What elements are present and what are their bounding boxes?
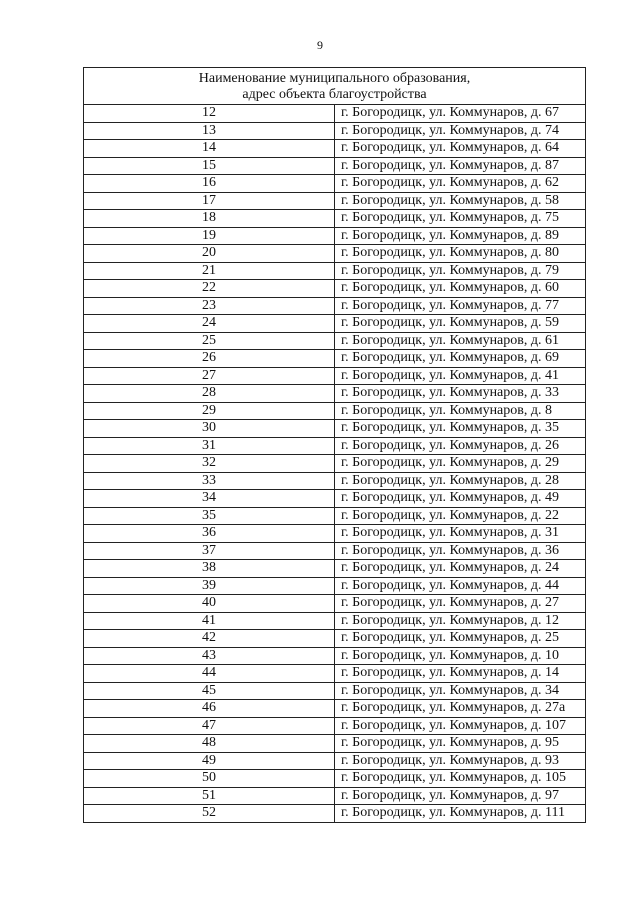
address-table <box>83 67 586 823</box>
table-row <box>84 157 586 175</box>
address-cell: г. Богородицк, ул. Коммунаров, д. 27а <box>335 700 586 718</box>
table-row <box>84 385 586 403</box>
row-number-cell: 25 <box>84 332 335 350</box>
address-cell: г. Богородицк, ул. Коммунаров, д. 93 <box>335 752 586 770</box>
table-row <box>84 140 586 158</box>
address-cell: г. Богородицк, ул. Коммунаров, д. 36 <box>335 542 586 560</box>
row-number-cell: 15 <box>84 157 335 175</box>
row-number-cell: 28 <box>84 385 335 403</box>
table-row <box>84 770 586 788</box>
row-number-cell: 38 <box>84 560 335 578</box>
row-number-cell: 19 <box>84 227 335 245</box>
table-row <box>84 735 586 753</box>
address-cell: г. Богородицк, ул. Коммунаров, д. 24 <box>335 560 586 578</box>
row-number-cell: 49 <box>84 752 335 770</box>
address-cell: г. Богородицк, ул. Коммунаров, д. 28 <box>335 472 586 490</box>
row-number-cell: 12 <box>84 105 335 123</box>
address-cell: г. Богородицк, ул. Коммунаров, д. 49 <box>335 490 586 508</box>
address-cell: г. Богородицк, ул. Коммунаров, д. 74 <box>335 122 586 140</box>
table-row <box>84 752 586 770</box>
address-cell: г. Богородицк, ул. Коммунаров, д. 67 <box>335 105 586 123</box>
row-number-cell: 34 <box>84 490 335 508</box>
table-row <box>84 280 586 298</box>
row-number-cell: 29 <box>84 402 335 420</box>
row-number-cell: 46 <box>84 700 335 718</box>
table-row <box>84 612 586 630</box>
row-number-cell: 50 <box>84 770 335 788</box>
address-cell: г. Богородицк, ул. Коммунаров, д. 25 <box>335 630 586 648</box>
address-cell: г. Богородицк, ул. Коммунаров, д. 95 <box>335 735 586 753</box>
table-row <box>84 437 586 455</box>
address-cell: г. Богородицк, ул. Коммунаров, д. 12 <box>335 612 586 630</box>
address-cell: г. Богородицк, ул. Коммунаров, д. 10 <box>335 647 586 665</box>
address-cell: г. Богородицк, ул. Коммунаров, д. 8 <box>335 402 586 420</box>
table-header-row <box>84 68 586 105</box>
row-number-cell: 33 <box>84 472 335 490</box>
table-row <box>84 682 586 700</box>
row-number-cell: 30 <box>84 420 335 438</box>
table-row <box>84 122 586 140</box>
row-number-cell: 36 <box>84 525 335 543</box>
table-row <box>84 367 586 385</box>
address-cell: г. Богородицк, ул. Коммунаров, д. 14 <box>335 665 586 683</box>
table-row <box>84 577 586 595</box>
address-cell: г. Богородицк, ул. Коммунаров, д. 35 <box>335 420 586 438</box>
table-row <box>84 210 586 228</box>
row-number-cell: 31 <box>84 437 335 455</box>
address-cell: г. Богородицк, ул. Коммунаров, д. 34 <box>335 682 586 700</box>
row-number-cell: 14 <box>84 140 335 158</box>
row-number-cell: 17 <box>84 192 335 210</box>
table-row <box>84 192 586 210</box>
table-row <box>84 700 586 718</box>
address-cell: г. Богородицк, ул. Коммунаров, д. 79 <box>335 262 586 280</box>
table-row <box>84 787 586 805</box>
table-row <box>84 175 586 193</box>
table-row <box>84 297 586 315</box>
row-number-cell: 37 <box>84 542 335 560</box>
table-row <box>84 105 586 123</box>
table-row <box>84 805 586 823</box>
table-row <box>84 350 586 368</box>
row-number-cell: 45 <box>84 682 335 700</box>
table-row <box>84 420 586 438</box>
row-number-cell: 39 <box>84 577 335 595</box>
row-number-cell: 40 <box>84 595 335 613</box>
row-number-cell: 26 <box>84 350 335 368</box>
row-number-cell: 43 <box>84 647 335 665</box>
table-row <box>84 717 586 735</box>
row-number-cell: 35 <box>84 507 335 525</box>
table-row <box>84 525 586 543</box>
header-line-1: Наименование муниципального образования, <box>198 71 471 86</box>
table-row <box>84 647 586 665</box>
address-cell: г. Богородицк, ул. Коммунаров, д. 80 <box>335 245 586 263</box>
address-cell: г. Богородицк, ул. Коммунаров, д. 27 <box>335 595 586 613</box>
row-number-cell: 16 <box>84 175 335 193</box>
row-number-cell: 52 <box>84 805 335 823</box>
address-cell: г. Богородицк, ул. Коммунаров, д. 87 <box>335 157 586 175</box>
row-number-cell: 21 <box>84 262 335 280</box>
address-cell: г. Богородицк, ул. Коммунаров, д. 64 <box>335 140 586 158</box>
address-cell: г. Богородицк, ул. Коммунаров, д. 26 <box>335 437 586 455</box>
address-cell: г. Богородицк, ул. Коммунаров, д. 58 <box>335 192 586 210</box>
table-header-cell <box>84 68 586 105</box>
address-cell: г. Богородицк, ул. Коммунаров, д. 60 <box>335 280 586 298</box>
row-number-cell: 27 <box>84 367 335 385</box>
row-number-cell: 23 <box>84 297 335 315</box>
address-cell: г. Богородицк, ул. Коммунаров, д. 33 <box>335 385 586 403</box>
row-number-cell: 44 <box>84 665 335 683</box>
row-number-cell: 41 <box>84 612 335 630</box>
table-row <box>84 332 586 350</box>
address-table-body <box>84 68 586 823</box>
table-row <box>84 490 586 508</box>
address-cell: г. Богородицк, ул. Коммунаров, д. 97 <box>335 787 586 805</box>
address-cell: г. Богородицк, ул. Коммунаров, д. 75 <box>335 210 586 228</box>
address-cell: г. Богородицк, ул. Коммунаров, д. 77 <box>335 297 586 315</box>
address-cell: г. Богородицк, ул. Коммунаров, д. 41 <box>335 367 586 385</box>
address-cell: г. Богородицк, ул. Коммунаров, д. 107 <box>335 717 586 735</box>
row-number-cell: 42 <box>84 630 335 648</box>
address-cell: г. Богородицк, ул. Коммунаров, д. 59 <box>335 315 586 333</box>
row-number-cell: 18 <box>84 210 335 228</box>
row-number-cell: 48 <box>84 735 335 753</box>
header-line-2: адрес объекта благоустройства <box>242 87 427 102</box>
row-number-cell: 20 <box>84 245 335 263</box>
row-number-cell: 22 <box>84 280 335 298</box>
address-cell: г. Богородицк, ул. Коммунаров, д. 31 <box>335 525 586 543</box>
row-number-cell: 32 <box>84 455 335 473</box>
table-row <box>84 262 586 280</box>
address-cell: г. Богородицк, ул. Коммунаров, д. 29 <box>335 455 586 473</box>
table-row <box>84 227 586 245</box>
table-row <box>84 595 586 613</box>
table-row <box>84 245 586 263</box>
table-row <box>84 472 586 490</box>
row-number-cell: 47 <box>84 717 335 735</box>
address-cell: г. Богородицк, ул. Коммунаров, д. 44 <box>335 577 586 595</box>
address-cell: г. Богородицк, ул. Коммунаров, д. 89 <box>335 227 586 245</box>
table-row <box>84 402 586 420</box>
row-number-cell: 24 <box>84 315 335 333</box>
address-cell: г. Богородицк, ул. Коммунаров, д. 105 <box>335 770 586 788</box>
row-number-cell: 13 <box>84 122 335 140</box>
table-row <box>84 542 586 560</box>
table-row <box>84 455 586 473</box>
table-row <box>84 560 586 578</box>
address-cell: г. Богородицк, ул. Коммунаров, д. 22 <box>335 507 586 525</box>
address-cell: г. Богородицк, ул. Коммунаров, д. 62 <box>335 175 586 193</box>
address-cell: г. Богородицк, ул. Коммунаров, д. 111 <box>335 805 586 823</box>
table-row <box>84 630 586 648</box>
address-cell: г. Богородицк, ул. Коммунаров, д. 69 <box>335 350 586 368</box>
table-row <box>84 507 586 525</box>
table-row <box>84 315 586 333</box>
table-row <box>84 665 586 683</box>
address-cell: г. Богородицк, ул. Коммунаров, д. 61 <box>335 332 586 350</box>
row-number-cell: 51 <box>84 787 335 805</box>
page-number: 9 <box>317 38 323 52</box>
